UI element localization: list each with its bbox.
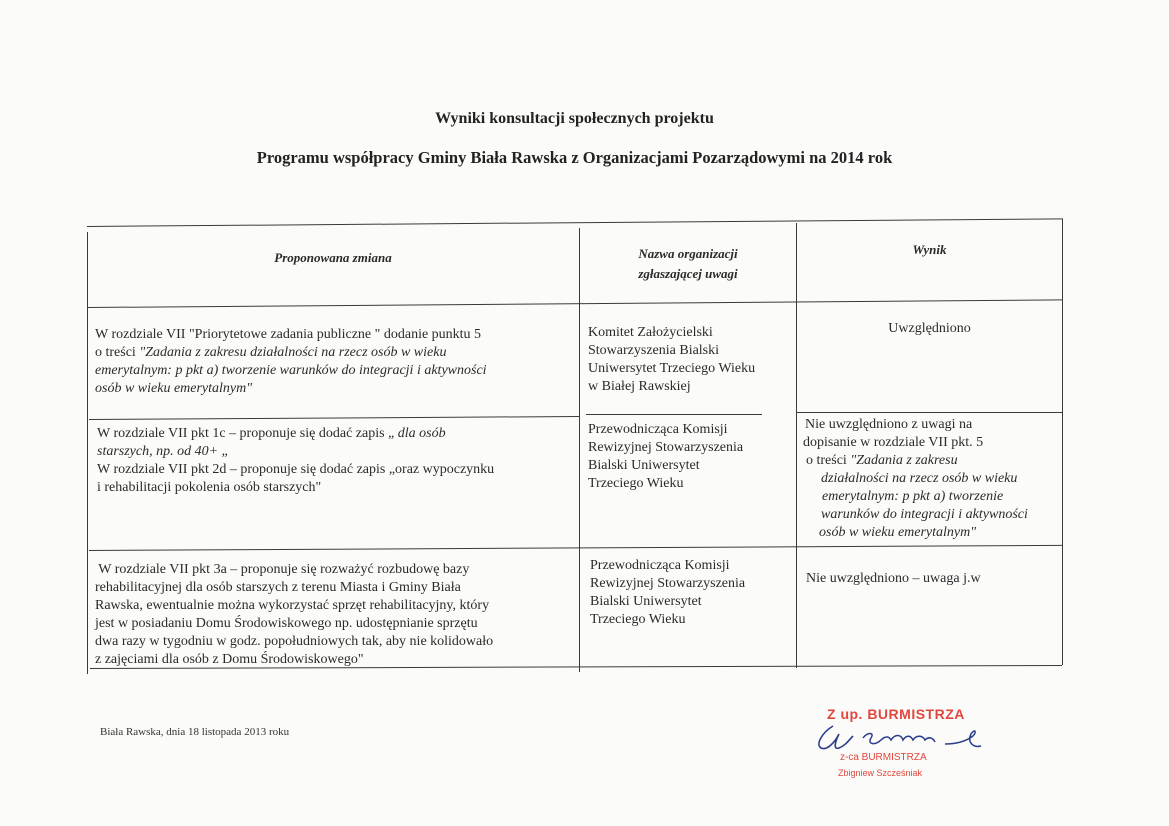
row1-org-line3: Uniwersytet Trzeciego Wieku — [588, 361, 756, 376]
row2-result — [801, 416, 1061, 542]
place-and-date: Biała Rawska, dnia 18 listopada 2013 roku — [100, 726, 290, 738]
row2-org-line2: Rewizyjnej Stowarzyszenia — [588, 440, 744, 455]
row-divider-1-right — [796, 412, 1062, 413]
header-result: Wynik — [912, 242, 947, 257]
row2-organization — [588, 421, 794, 493]
row2-result-line3-quote: "Zadania z zakresu — [850, 453, 958, 468]
header-change: Proponowana zmiana — [274, 250, 392, 265]
row3-organization — [590, 557, 796, 629]
row2-change-line2: starszych, np. od 40+ „ — [97, 444, 230, 459]
table-border-top — [87, 218, 1063, 227]
row2-result-line6: warunków do integracji i aktywności — [821, 507, 1028, 522]
row3-result: Nie uwzględniono – uwaga j.w — [806, 571, 981, 586]
stamp-line2: z-ca BURMISTRZA — [840, 752, 927, 763]
row-divider-1-left — [89, 416, 579, 420]
row3-org-line2: Rewizyjnej Stowarzyszenia — [590, 576, 746, 591]
row3-change-line5: dwa razy w tygodniu w godz. popołudniowych tak, aby nie kolidowało — [95, 634, 494, 649]
row2-org-line3: Bialski Uniwersytet — [588, 458, 700, 473]
row2-change-line1-quote: dla osób — [397, 426, 446, 441]
row2-change-line1 — [97, 425, 577, 443]
table-border-right — [1062, 219, 1063, 665]
row3-change-line2: rehabilitacyjnej dla osób starszych z terenu Miasta i Gminy Biała — [95, 580, 461, 595]
header-organization-line1: Nazwa organizacji — [638, 246, 738, 261]
stamp-line1: Z up. BURMISTRZA — [827, 706, 965, 722]
row3-org-line1: Przewodnicząca Komisji — [590, 558, 730, 573]
row3-org-line3: Bialski Uniwersytet — [590, 594, 702, 609]
row2-result-line3-prefix: o treści — [806, 453, 851, 468]
row2-org-line1: Przewodnicząca Komisji — [588, 422, 728, 437]
header-organization — [580, 244, 796, 284]
header-organization-line2: zgłaszającej uwagi — [638, 266, 738, 281]
row2-result-line3 — [801, 452, 1061, 470]
row1-change-line2 — [95, 344, 577, 362]
row2-org-line4: Trzeciego Wieku — [588, 476, 684, 491]
row1-org-line1: Komitet Założycielski — [588, 325, 713, 340]
row1-change-line3: emerytalnym: p pkt a) tworzenie warunków do integracji i aktywności — [95, 363, 487, 378]
row3-change-line1: W rozdziale VII pkt 3a – proponuje się rozważyć rozbudowę bazy — [95, 562, 470, 577]
official-stamp — [805, 700, 1005, 800]
row2-result-line7: osób w wieku emerytalnym" — [819, 525, 977, 540]
row2-result-line4: działalności na rzecz osób w wieku — [821, 471, 1018, 486]
row1-org-line4: w Białej Rawskiej — [588, 379, 691, 394]
row2-change-line4: i rehabilitacji pokolenia osób starszych" — [97, 480, 322, 495]
row1-organization — [588, 324, 794, 396]
row2-result-line2: dopisanie w rozdziale VII pkt. 5 — [803, 435, 984, 450]
column-divider-1 — [579, 228, 580, 672]
row-divider-1-mid — [586, 414, 762, 415]
row2-change — [97, 425, 577, 497]
row1-change-line2-quote: "Zadania z zakresu działalności na rzecz osób w wieku — [139, 345, 447, 360]
row1-change-line1: W rozdziale VII "Priorytetowe zadania publiczne " dodanie punktu 5 — [95, 327, 482, 342]
row3-org-line4: Trzeciego Wieku — [590, 612, 686, 627]
row1-change — [95, 326, 577, 398]
row2-change-line1-prefix: W rozdziale VII pkt 1c – proponuje się dodać zapis „ — [97, 426, 398, 441]
row-divider-2 — [89, 545, 1062, 551]
row1-result: Uwzględniono — [888, 321, 971, 336]
row3-change — [95, 561, 579, 669]
stamp-line3: Zbigniew Szcześniak — [838, 768, 923, 778]
header-divider — [88, 299, 1062, 308]
row3-change-line4: jest w posiadaniu Domu Środowiskowego np. udostępnianie sprzętu — [95, 616, 478, 631]
row3-change-line6: z zajęciami dla osób z Domu Środowiskowego" — [95, 652, 364, 667]
row3-change-line3: Rawska, ewentualnie można wykorzystać sprzęt rehabilitacyjny, który — [95, 598, 490, 613]
row1-change-line4: osób w wieku emerytalnym" — [95, 381, 253, 396]
row2-result-line5: emerytalnym: p pkt a) tworzenie — [822, 489, 1004, 504]
table-border-left — [87, 232, 88, 674]
row1-org-line2: Stowarzyszenia Bialski — [588, 343, 720, 358]
document-title: Wyniki konsultacji społecznych projektu — [435, 110, 714, 127]
column-divider-2 — [796, 223, 797, 668]
row2-result-line1: Nie uwzględniono z uwagi na — [805, 417, 973, 432]
row1-change-line2-prefix: o treści — [95, 345, 140, 360]
document-subtitle: Programu współpracy Gminy Biała Rawska z Organizacjami Pozarządowymi na 2014 rok — [256, 148, 893, 167]
row2-change-line3: W rozdziale VII pkt 2d – proponuje się dodać zapis „oraz wypoczynku — [97, 462, 495, 477]
